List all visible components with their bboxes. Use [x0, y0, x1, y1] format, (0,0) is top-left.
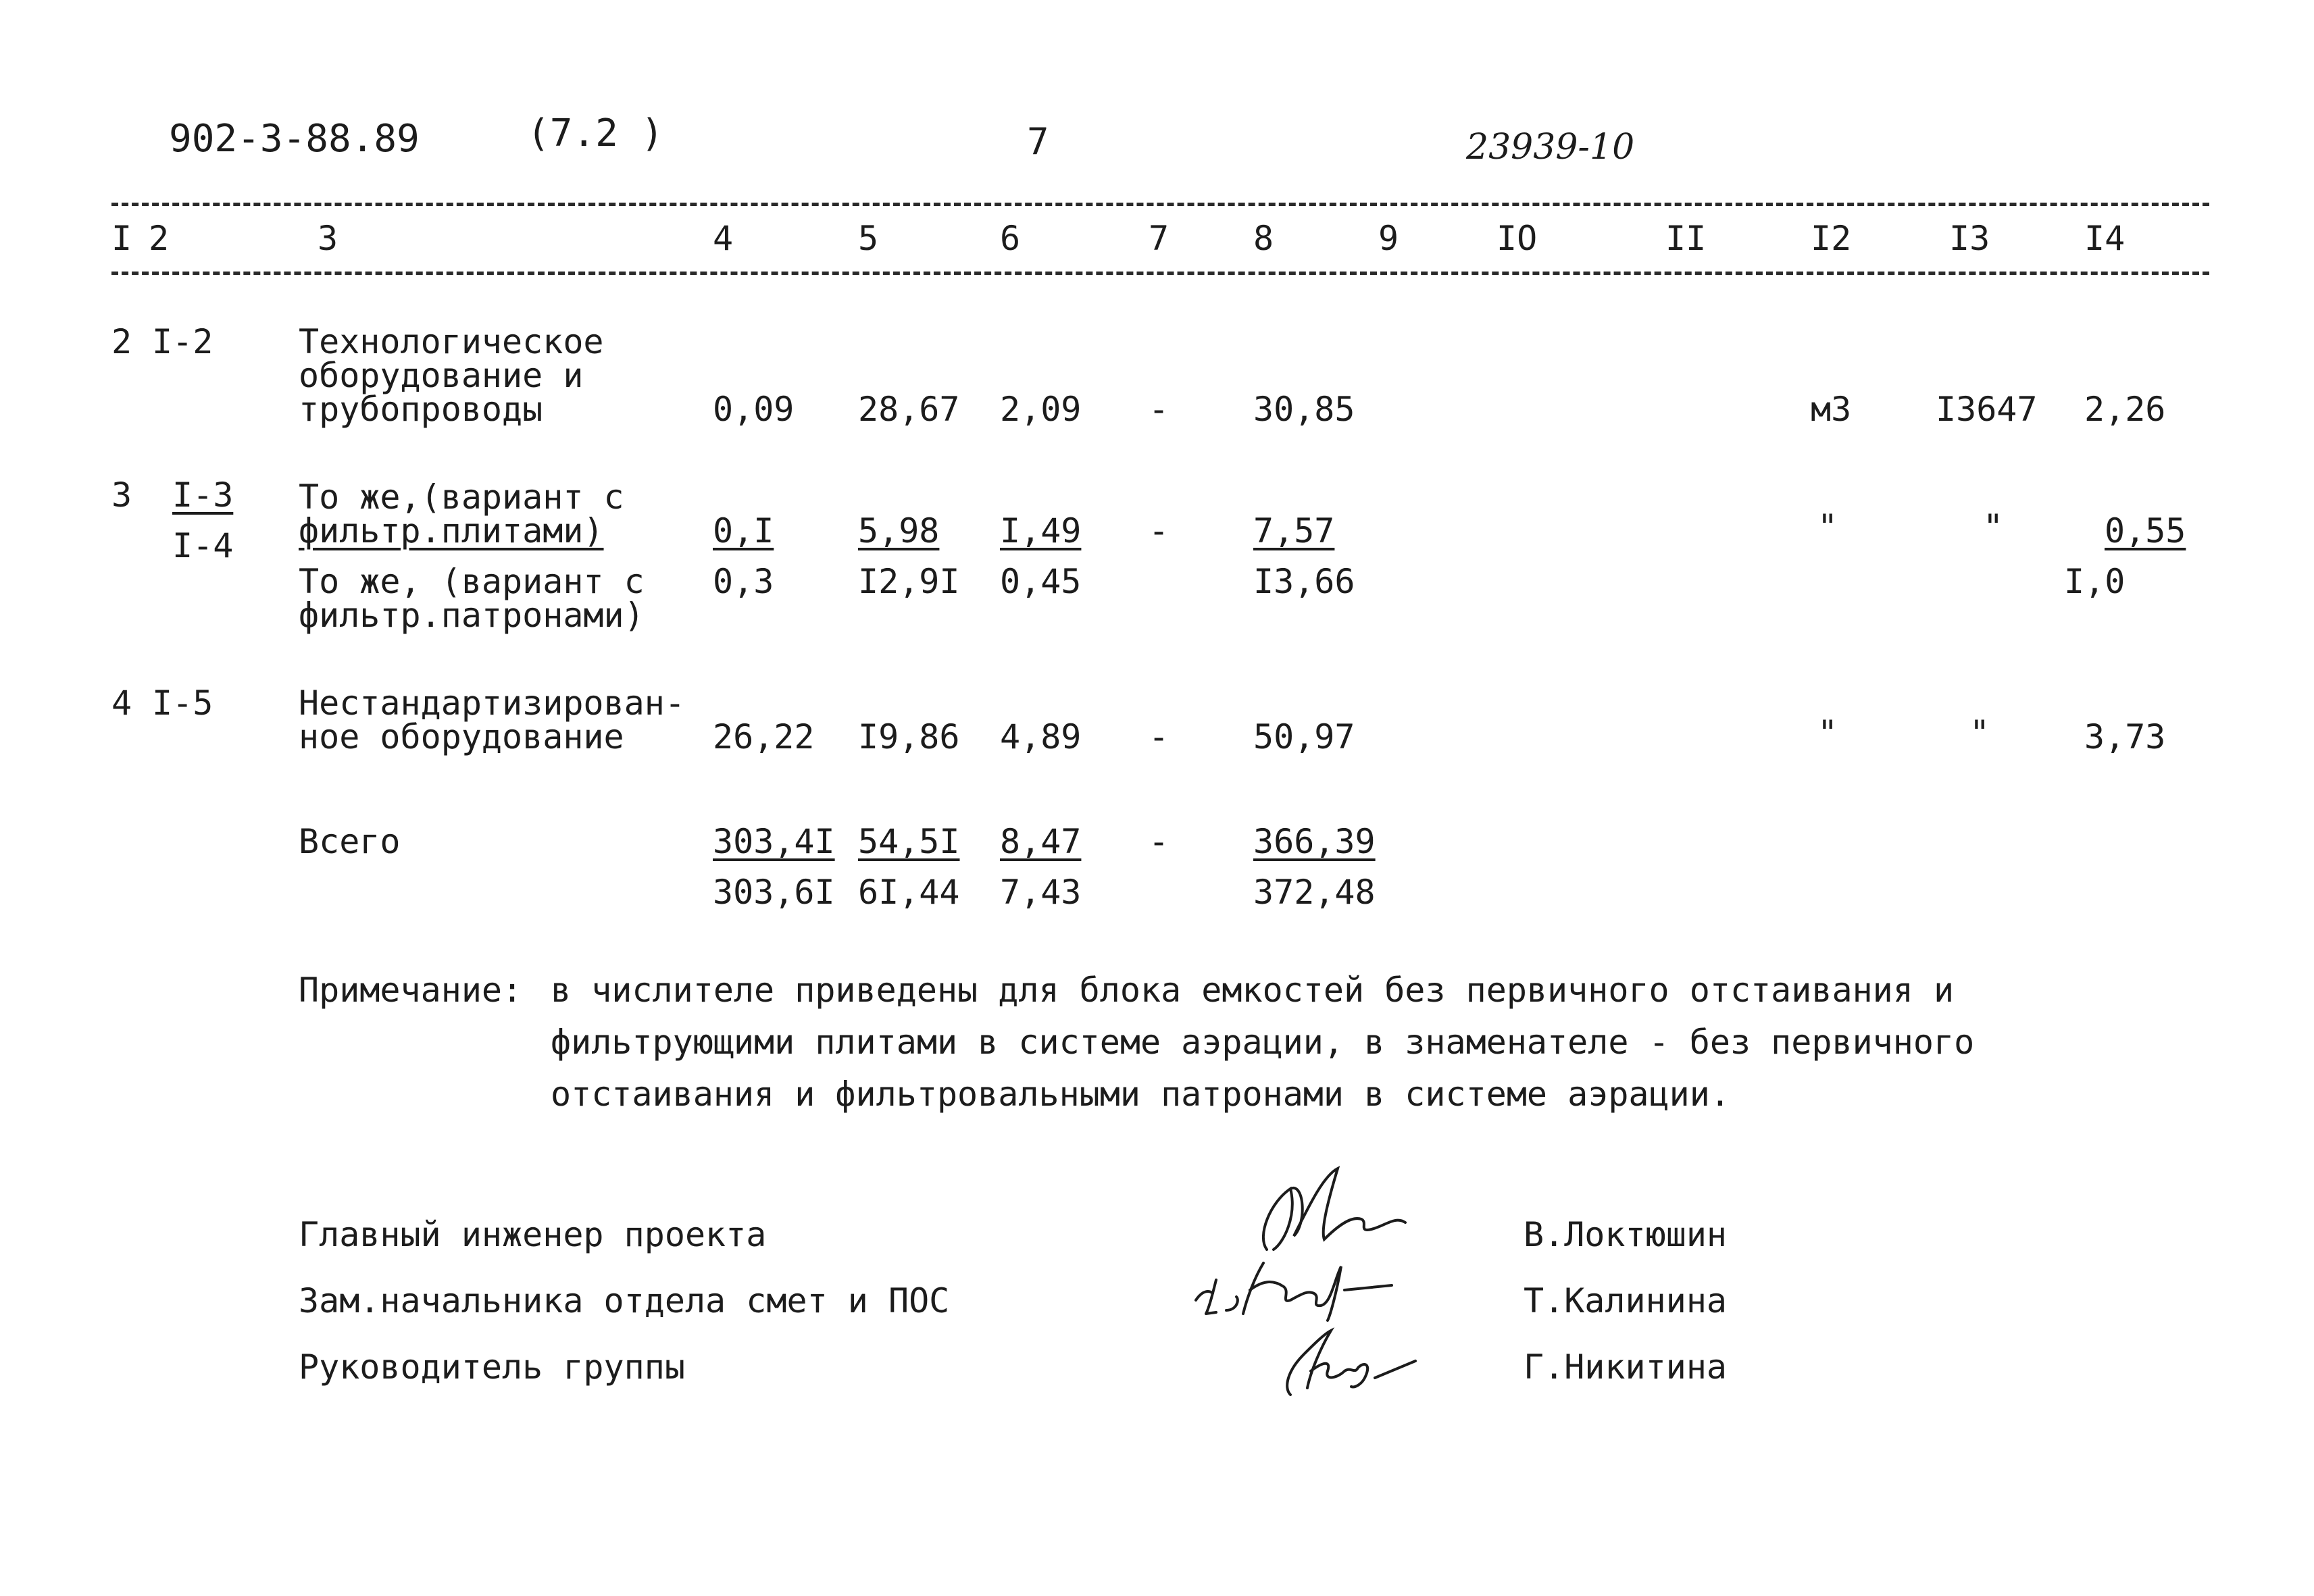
cell-c6: 2,09	[1000, 390, 1082, 429]
inventory-number: 23939-10	[1466, 127, 1635, 168]
col-13: I3	[1949, 219, 1990, 258]
col-2: 2	[149, 219, 170, 258]
row-name-line: То же,(вариант с	[299, 478, 624, 517]
col-10: IO	[1496, 219, 1538, 258]
cell-c6-denominator: 0,45	[1000, 562, 1082, 601]
row-name-line: фильтр.плитами)	[299, 511, 604, 550]
cell-c5: I9,86	[858, 717, 960, 756]
col-4: 4	[713, 219, 734, 258]
row-name-line: трубопроводы	[299, 390, 543, 429]
signer-role: Главный инженер проекта	[299, 1215, 767, 1254]
total-c8-denominator: 372,48	[1253, 873, 1376, 912]
cell-c13: "	[1983, 507, 2004, 546]
cell-c12: "	[1817, 713, 1838, 752]
row-name-line: Нестандартизирован-	[299, 684, 685, 723]
cell-c6: 4,89	[1000, 717, 1082, 756]
total-c6-denominator: 7,43	[1000, 873, 1082, 912]
col-9: 9	[1378, 219, 1399, 258]
cell-c14-numerator: 0,55	[2105, 511, 2186, 550]
row-position-denominator: I-4	[172, 526, 234, 565]
doc-part: (7.2 )	[527, 111, 664, 155]
cell-c13: "	[1969, 713, 1990, 752]
cell-c5: 28,67	[858, 390, 960, 429]
row-position-numerator: I-3	[172, 475, 234, 515]
col-7: 7	[1149, 219, 1169, 258]
cell-c14-denominator: I,0	[2064, 562, 2126, 601]
cell-c8-denominator: I3,66	[1253, 562, 1355, 601]
row-name-line: ное оборудование	[299, 717, 624, 756]
col-14: I4	[2084, 219, 2126, 258]
header-rule-top	[111, 203, 2209, 206]
note-line: отстаивания и фильтровальными патронами в системе аэрации.	[551, 1075, 1730, 1114]
col-3: 3	[318, 219, 338, 258]
row-name-line: фильтр.патронами)	[299, 596, 645, 635]
col-8: 8	[1253, 219, 1274, 258]
cell-c12: "	[1817, 507, 1838, 546]
cell-c5-numerator: 5,98	[858, 511, 940, 550]
cell-c5-denominator: I2,9I	[858, 562, 960, 601]
cell-c4: 0,09	[713, 390, 795, 429]
total-c7: -	[1149, 822, 1169, 861]
cell-c6-numerator: I,49	[1000, 511, 1082, 550]
cell-c7: -	[1149, 717, 1169, 756]
total-c8-numerator: 366,39	[1253, 822, 1376, 861]
total-c4-numerator: 303,4I	[713, 822, 835, 861]
cell-c4-numerator: 0,I	[713, 511, 774, 550]
signer-role: Зам.начальника отдела смет и ПОС	[299, 1281, 950, 1320]
row-number: 4	[111, 684, 132, 723]
cell-c14: 2,26	[2084, 390, 2166, 429]
total-c6-numerator: 8,47	[1000, 822, 1082, 861]
cell-c8-numerator: 7,57	[1253, 511, 1335, 550]
row-number: 2	[111, 322, 132, 361]
cell-c4: 26,22	[713, 717, 815, 756]
note-label: Примечание:	[299, 971, 523, 1010]
note-line: в числителе приведены для блока емкостей без первичного отстаивания и	[551, 971, 1955, 1010]
total-c5-denominator: 6I,44	[858, 873, 960, 912]
cell-c7: -	[1149, 390, 1169, 429]
cell-c8: 50,97	[1253, 717, 1355, 756]
signer-name: В.Локтюшин	[1524, 1215, 1728, 1254]
cell-c7: -	[1149, 511, 1169, 550]
col-11: II	[1665, 219, 1707, 258]
col-12: I2	[1811, 219, 1852, 258]
signer-name: Г.Никитина	[1524, 1347, 1728, 1387]
cell-c4-denominator: 0,3	[713, 562, 774, 601]
col-5: 5	[858, 219, 879, 258]
signer-role: Руководитель группы	[299, 1347, 685, 1387]
col-1: I	[111, 219, 132, 258]
row-name-line: оборудование и	[299, 356, 584, 395]
row-position: I-2	[152, 322, 213, 361]
cell-c12: м3	[1811, 390, 1852, 429]
row-number: 3	[111, 475, 132, 515]
total-c5-numerator: 54,5I	[858, 822, 960, 861]
total-c4-denominator: 303,6I	[713, 873, 835, 912]
cell-c13: I3647	[1936, 390, 2038, 429]
doc-code: 902-3-88.89	[169, 117, 420, 161]
col-6: 6	[1000, 219, 1021, 258]
row-position: I-5	[152, 684, 213, 723]
cell-c8: 30,85	[1253, 390, 1355, 429]
page-number: 7	[1027, 120, 1049, 163]
row-name-line: То же, (вариант с	[299, 562, 645, 601]
signature-3-graphic	[1257, 1314, 1432, 1408]
signer-name: Т.Калинина	[1524, 1281, 1728, 1320]
note-line: фильтрующими плитами в системе аэрации, в знаменателе - без первичного	[551, 1023, 1975, 1062]
row-name-line: Технологическое	[299, 322, 604, 361]
signature-1-graphic	[1243, 1162, 1459, 1263]
header-rule-bottom	[111, 272, 2209, 275]
cell-c14: 3,73	[2084, 717, 2166, 756]
total-label: Всего	[299, 822, 401, 861]
